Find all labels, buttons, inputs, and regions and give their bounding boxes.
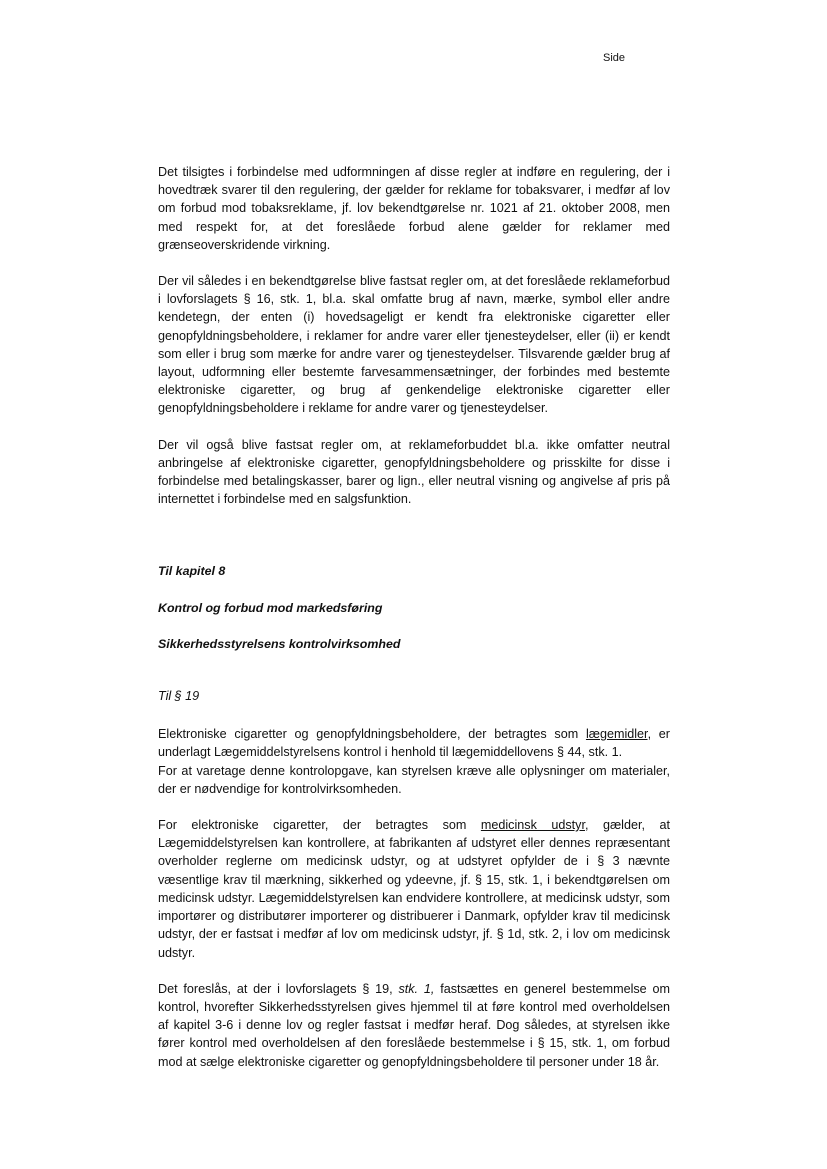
paragraph-general-control-provision <box>158 980 670 1071</box>
text-segment: , gælder, at Lægemiddelstyrelsen kan kontrollere, at fabrikanten af udstyret eller dennes repræsentant overholder reglerne om medicinsk udstyr, og at udstyret opfylder de i § 3 nævnte væsentlige krav til mærkning, sikkerhed og ydeevne, jf. § 15, stk. 1, i bekendtgørelsen om medicinsk udstyr. Lægemiddelstyrelsen kan endvidere kontrollere, at medicinsk udstyr, som importører og distributører importerer og distribuerer i Danmark, opfylder krav til medicinsk udstyr, der er fastsat i medfør af lov om medicinsk udstyr, jf. § 1d, stk. 2, i lov om medicinsk udstyr. <box>158 818 670 960</box>
paragraph-neutral-display: Der vil også blive fastsat regler om, at reklameforbuddet bl.a. ikke omfatter neutral anbringelse af elektroniske cigaretter, genopfyldningsbeholdere og prisskilte for disse i forbindelse med betalingskasser, barer og lign., eller neutral visning og angivelse af pris på internettet i forbindelse med en salgsfunktion. <box>158 437 670 507</box>
section-heading: Til § 19 <box>158 689 200 704</box>
italic-stk1: stk. 1, <box>398 981 435 996</box>
paragraph-advertising-ban-rules: Der vil således i en bekendtgørelse blive fastsat regler om, at det foreslåede reklameforbud i lovforslagets § 16, stk. 1, bl.a. skal omfatte brug af navn, mærke, symbol eller andre kendetegn, der enten (i) hovedsageligt er kendt fra elektroniske cigaretter eller genopfyldningsbeholdere, i reklamer for andre varer eller tjenesteydelser, eller (ii) er kendt som eller i brug som mærke for andre varer og tjenesteydelser. Tilsvarende gælder brug af layout, udformning eller bestemte farvesammensætninger, der forbindes med bestemte elektroniske cigaretter, og brug af genkendelige elektroniske cigaretter eller genopfyldningsbeholdere i reklame for andre varer og tjenesteydelser. <box>158 274 670 416</box>
paragraph-tobacco-regulation: Det tilsigtes i forbindelse med udformningen af disse regler at indføre en regulering, der i hovedtræk svarer til den regulering, der gælder for reklame for tobaksvarer, i medfør af lov om forbud mod tobaksreklame, jf. lov bekendtgørelse nr. 1021 af 21. oktober 2008, men med respekt for, at det foreslåede forbud alene gælder for reklamer med grænseoverskridende virkning. <box>158 165 670 252</box>
paragraph-medicinal-products <box>158 725 670 761</box>
document-body <box>158 163 670 1071</box>
link-medicinsk-udstyr: medicinsk udstyr <box>480 818 585 833</box>
text-segment: , er underlagt Lægemiddelstyrelsens kontrol i henhold til lægemiddellovens § 44, stk. 1. <box>158 727 670 760</box>
text-segment: For elektroniske cigaretter, der betragtes som <box>158 818 481 833</box>
paragraph-control-task: For at varetage denne kontrolopgave, kan styrelsen kræve alle oplysninger om materialer, der er nødvendige for kontrolvirksomheden. <box>158 763 670 796</box>
paragraph-medical-devices <box>158 816 670 962</box>
chapter-title: Kontrol og forbud mod markedsføring <box>158 600 383 615</box>
text-segment: Elektroniske cigaretter og genopfyldningsbeholdere, der betragtes som <box>158 727 586 742</box>
chapter-subtitle: Sikkerhedsstyrelsens kontrolvirksomhed <box>158 636 401 651</box>
chapter-heading: Til kapitel 8 <box>158 564 226 579</box>
text-segment: Det foreslås, at der i lovforslagets § 19, <box>158 981 399 996</box>
page-header-side: Side <box>603 52 626 64</box>
link-laegemidler: lægemidler <box>585 727 648 742</box>
text-segment: fastsættes en generel bestemmelse om kontrol, hvorefter Sikkerhedsstyrelsen gives hjemmel til at føre kontrol med overholdelsen af kapitel 3-6 i denne lov og regler fastsat i medfør heraf. Dog således, at styrelsen ikke fører kontrol med overholdelsen af den foreslåede bestemmelse i § 15, stk. 1, om forbud mod at sælge elektroniske cigaretter og genopfyldningsbeholdere til personer under 18 år. <box>158 981 670 1069</box>
